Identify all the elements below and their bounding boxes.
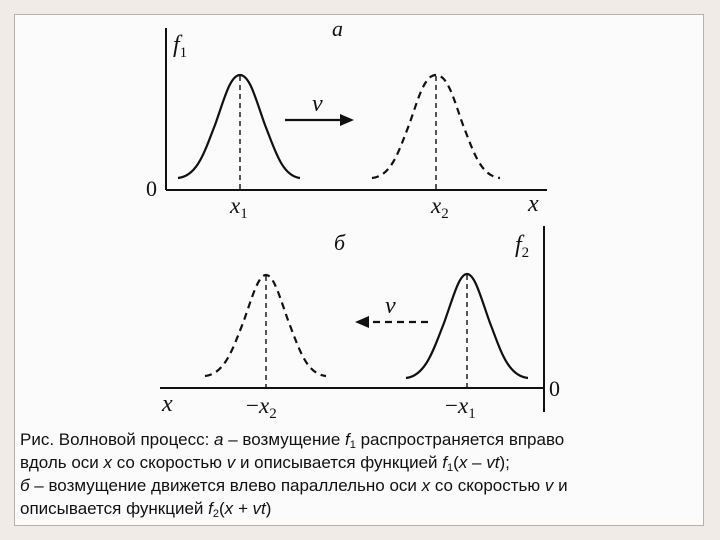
- panel-b-letter: б: [334, 230, 346, 255]
- x2-tick-label: $x_2$: [431, 193, 449, 222]
- panel-a: [146, 16, 547, 222]
- f1-axis-label: $f_1$: [173, 32, 188, 61]
- velocity-arrowhead-right: [340, 114, 354, 126]
- origin-b-label: 0: [549, 376, 560, 401]
- caption-text: – возмущение движется влево параллельно оси: [29, 476, 422, 495]
- pulse-f2-solid: [406, 274, 528, 378]
- caption-line-2: [20, 451, 700, 474]
- minus-x2-tick-label: $-x_2$: [246, 393, 277, 422]
- caption-text: б: [20, 476, 30, 495]
- figure-caption: [20, 428, 700, 520]
- velocity-label-b: v: [385, 293, 396, 319]
- caption-text: распространяется вправо: [355, 430, 565, 449]
- caption-text: v: [544, 476, 554, 495]
- caption-text: x – vt: [458, 453, 500, 472]
- caption-line-1: [20, 428, 700, 451]
- caption-text: 1: [349, 439, 356, 451]
- caption-text: 1: [447, 462, 454, 474]
- caption-line-4: [20, 497, 700, 520]
- caption-text: x: [421, 476, 431, 495]
- caption-line-3: [20, 474, 700, 497]
- caption-text: вдоль оси: [20, 453, 104, 472]
- caption-text: );: [499, 453, 510, 472]
- caption-text: ): [265, 499, 272, 518]
- caption-text: f: [442, 453, 448, 472]
- origin-a-label: 0: [146, 176, 157, 201]
- caption-text: (: [218, 499, 225, 518]
- pulse-f1-dashed: [372, 75, 500, 178]
- caption-text: (: [453, 453, 459, 472]
- caption-text: – возмущение: [223, 430, 346, 449]
- caption-text: со скоростью: [112, 453, 227, 472]
- caption-text: описывается функцией: [20, 499, 209, 518]
- f2-axis-label: $f_2$: [515, 232, 530, 261]
- velocity-label-a: v: [312, 91, 323, 117]
- minus-x1-tick-label: $-x_1$: [445, 393, 476, 422]
- caption-text: v: [226, 453, 236, 472]
- panel-a-letter: a: [332, 16, 343, 41]
- caption-text: x + vt: [224, 499, 266, 518]
- caption-text: и: [553, 476, 568, 495]
- caption-text: x: [103, 453, 113, 472]
- x-axis-label-b: x: [162, 391, 173, 417]
- x-axis-label-a: x: [528, 191, 539, 217]
- pulse-f1-solid: [178, 75, 300, 178]
- caption-text: и описывается функцией: [235, 453, 443, 472]
- velocity-arrowhead-left: [355, 316, 369, 328]
- panel-b: [160, 226, 560, 422]
- x1-tick-label: $x_1$: [230, 193, 248, 222]
- caption-text: со скоростью: [430, 476, 545, 495]
- caption-text: Рис. Волновой процесс:: [20, 430, 215, 449]
- caption-text: f: [208, 499, 213, 518]
- caption-text: а: [214, 430, 224, 449]
- caption-text: f: [345, 430, 350, 449]
- caption-text: 2: [212, 508, 219, 520]
